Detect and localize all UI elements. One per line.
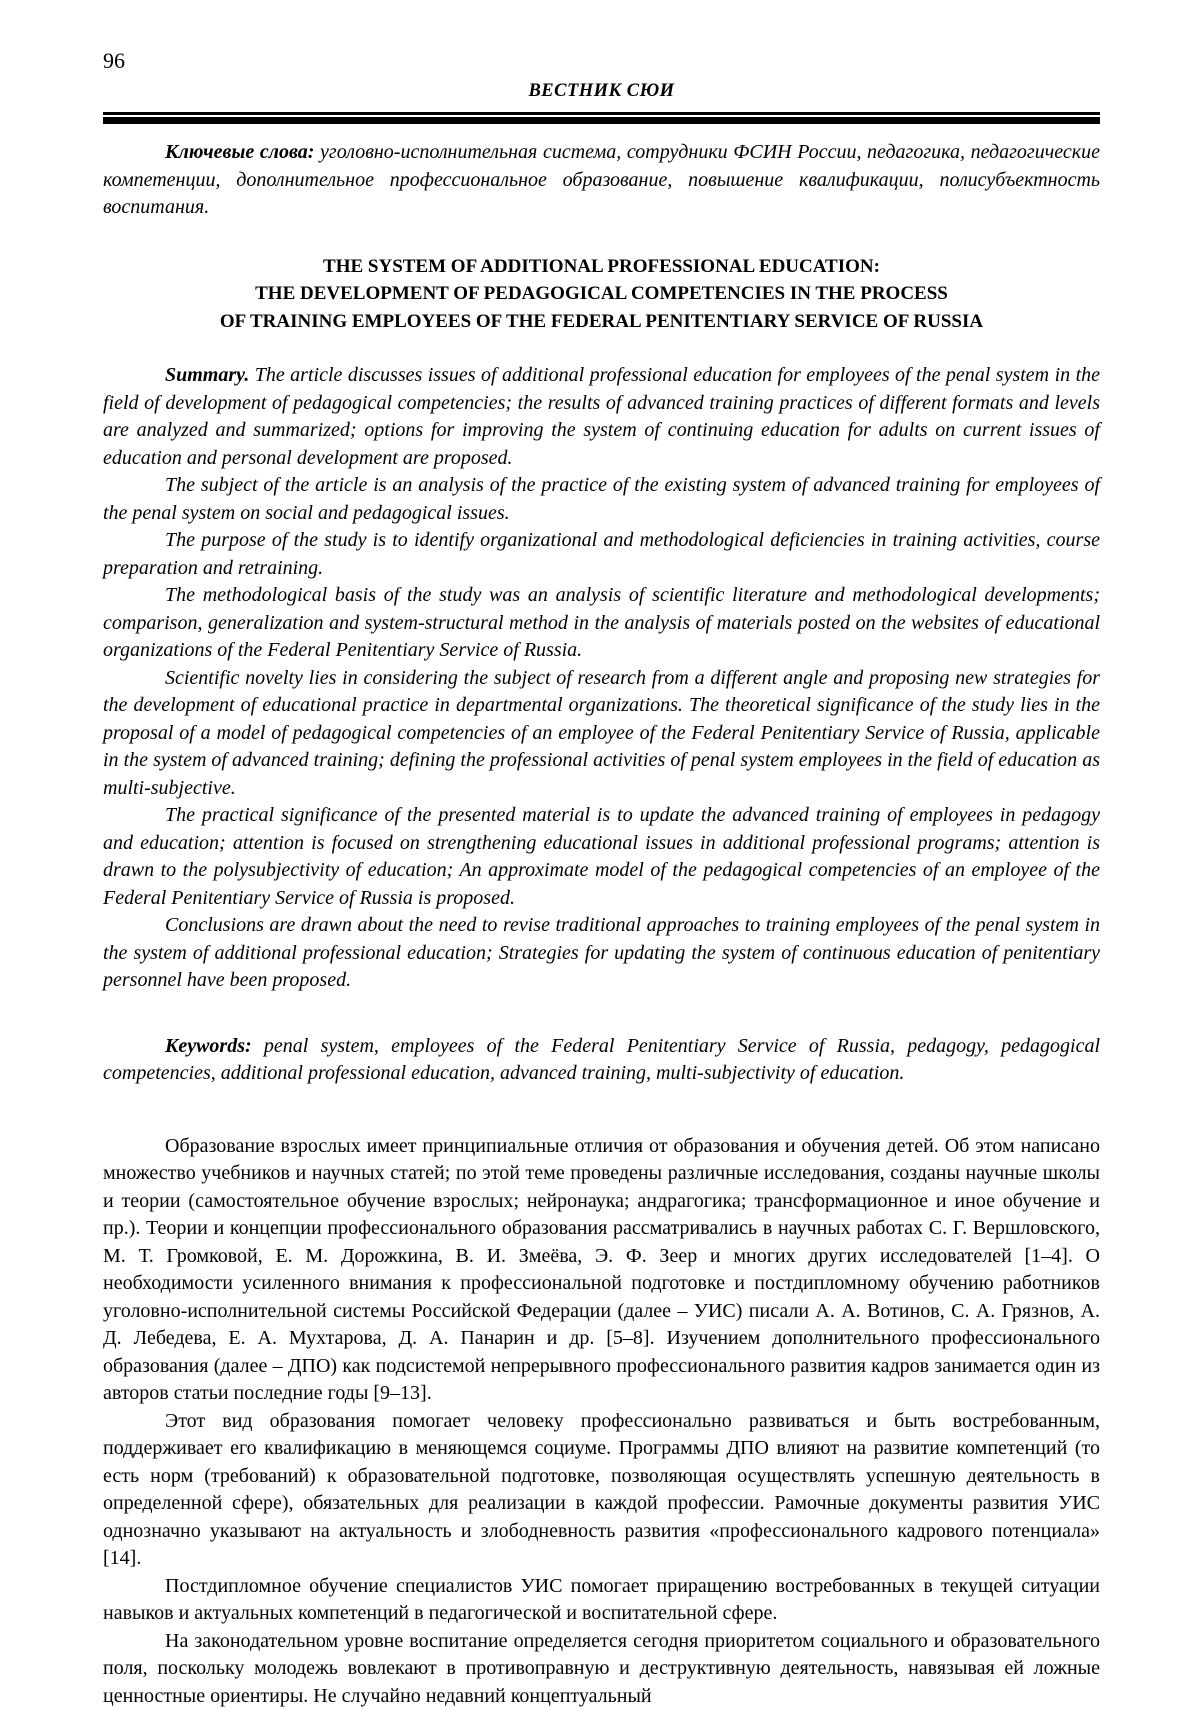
abstract-paragraph-text: The article discusses issues of additional professional education for employees of the penal system in the field of development of pedagogical competencies; the results of advanced training practices of different formats and levels are analyzed and summarized; options for improving the system of continuing education for adults on current issues of education and personal development are proposed. [103, 364, 1100, 469]
keywords-ru-text: уголовно-исполнительная система, сотрудники ФСИН России, педагогика, педагогические компетенции, дополнительное профессиональное образование, повышение квалификации, полисубъектность воспитания. [103, 141, 1100, 218]
keywords-en-text: penal system, employees of the Federal Penitentiary Service of Russia, pedagogy, pedagogical competencies, additional professional education, advanced training, multi-subjectivity of education. [103, 1035, 1100, 1085]
keywords-en [103, 1033, 1100, 1088]
page-number: 96 [103, 50, 1100, 72]
keywords-ru [103, 139, 1100, 222]
header-divider [103, 112, 1100, 124]
abstract-paragraph-subject: The subject of the article is an analysis of the practice of the existing system of advanced training for employees of the penal system on social and pedagogical issues. [103, 472, 1100, 527]
abstract-paragraph-purpose: The purpose of the study is to identify organizational and methodological deficiencies in training activities, course preparation and retraining. [103, 527, 1100, 582]
abstract-paragraph-conclusions: Conclusions are drawn about the need to revise traditional approaches to training employees of the penal system in the system of additional professional education; Strategies for updating the system of continuous education of penitentiary personnel have been proposed. [103, 912, 1100, 995]
article-title-line: THE SYSTEM OF ADDITIONAL PROFESSIONAL EDUCATION: [103, 253, 1100, 281]
body-paragraph: Образование взрослых имеет принципиальные отличия от образования и обучения детей. Об этом написано множество учебников и научных статей; по этой теме проведены различные исследования, созданы научные школы и теории (самостоятельное обучение взрослых; нейронаука; андрагогика; трансформационное и иное обучение и пр.). Теории и концепции профессионального образования рассматривались в научных работах С. Г. Вершловского, М. Т. Громковой, Е. М. Дорожкина, В. И. Змеёва, Э. Ф. Зеер и многих других исследователей [1–4]. О необходимости усиленного внимания к профессиональной подготовке и постдипломному обучению работников уголовно-исполнительной системы Российской Федерации (далее – УИС) писали А. А. Вотинов, С. А. Грязнов, А. Д. Лебедева, Е. А. Мухтарова, Д. А. Панарин и др. [5–8]. Изучением дополнительного профессионального образования (далее – ДПО) как подсистемой непрерывного профессионального развития кадров занимается один из авторов статьи последние годы [9–13]. [103, 1133, 1100, 1408]
abstract-section [103, 362, 1100, 995]
abstract-paragraph-practical-significance: The practical significance of the presented material is to update the advanced training of employees in pedagogy and education; attention is focused on strengthening educational issues in additional professional programs; attention is drawn to the polysubjectivity of education; An approximate model of the pedagogical competencies of an employee of the Federal Penitentiary Service of Russia is proposed. [103, 802, 1100, 912]
body-section [103, 1133, 1100, 1710]
body-paragraph: Постдипломное обучение специалистов УИС помогает приращению востребованных в текущей ситуации навыков и актуальных компетенций в педагогической и воспитательной сфере. [103, 1573, 1100, 1628]
body-paragraph: На законодательном уровне воспитание определяется сегодня приоритетом социального и образовательного поля, поскольку молодежь вовлекают в противоправную и деструктивную деятельность, навязывая ей ложные ценностные ориентиры. Не случайно недавний концептуальный [103, 1628, 1100, 1710]
body-paragraph: Этот вид образования помогает человеку профессионально развиваться и быть востребованным, поддерживает его квалификацию в меняющемся социуме. Программы ДПО влияют на развитие компетенций (то есть норм (требований) к образовательной подготовке, позволяющая осуществлять успешную деятельность в определенной сфере), обязательных для реализации в каждой профессии. Рамочные документы развития УИС однозначно указывают на актуальность и злободневность развития «профессионального кадрового потенциала» [14]. [103, 1408, 1100, 1573]
abstract-paragraph-novelty: Scientific novelty lies in considering the subject of research from a different angle and proposing new strategies for the development of educational practice in departmental organizations. The theoretical significance of the study lies in the proposal of a model of pedagogical competencies of an employee of the Federal Penitentiary Service of Russia, applicable in the system of advanced training; defining the professional activities of penal system employees in the field of education as multi-subjective. [103, 665, 1100, 803]
article-title-line: THE DEVELOPMENT OF PEDAGOGICAL COMPETENCIES IN THE PROCESS [103, 280, 1100, 308]
keywords-ru-label: Ключевые слова: [165, 141, 314, 163]
article-title-en [103, 253, 1100, 336]
journal-header: ВЕСТНИК СЮИ [103, 81, 1100, 102]
abstract-paragraph-summary [103, 362, 1100, 472]
abstract-paragraph-methodology: The methodological basis of the study was an analysis of scientific literature and methodological developments; comparison, generalization and system-structural method in the analysis of materials posted on the websites of educational organizations of the Federal Penitentiary Service of Russia. [103, 582, 1100, 665]
keywords-en-label: Keywords: [165, 1035, 252, 1057]
summary-label: Summary. [165, 364, 249, 386]
article-title-line: OF TRAINING EMPLOYEES OF THE FEDERAL PENITENTIARY SERVICE OF RUSSIA [103, 308, 1100, 336]
